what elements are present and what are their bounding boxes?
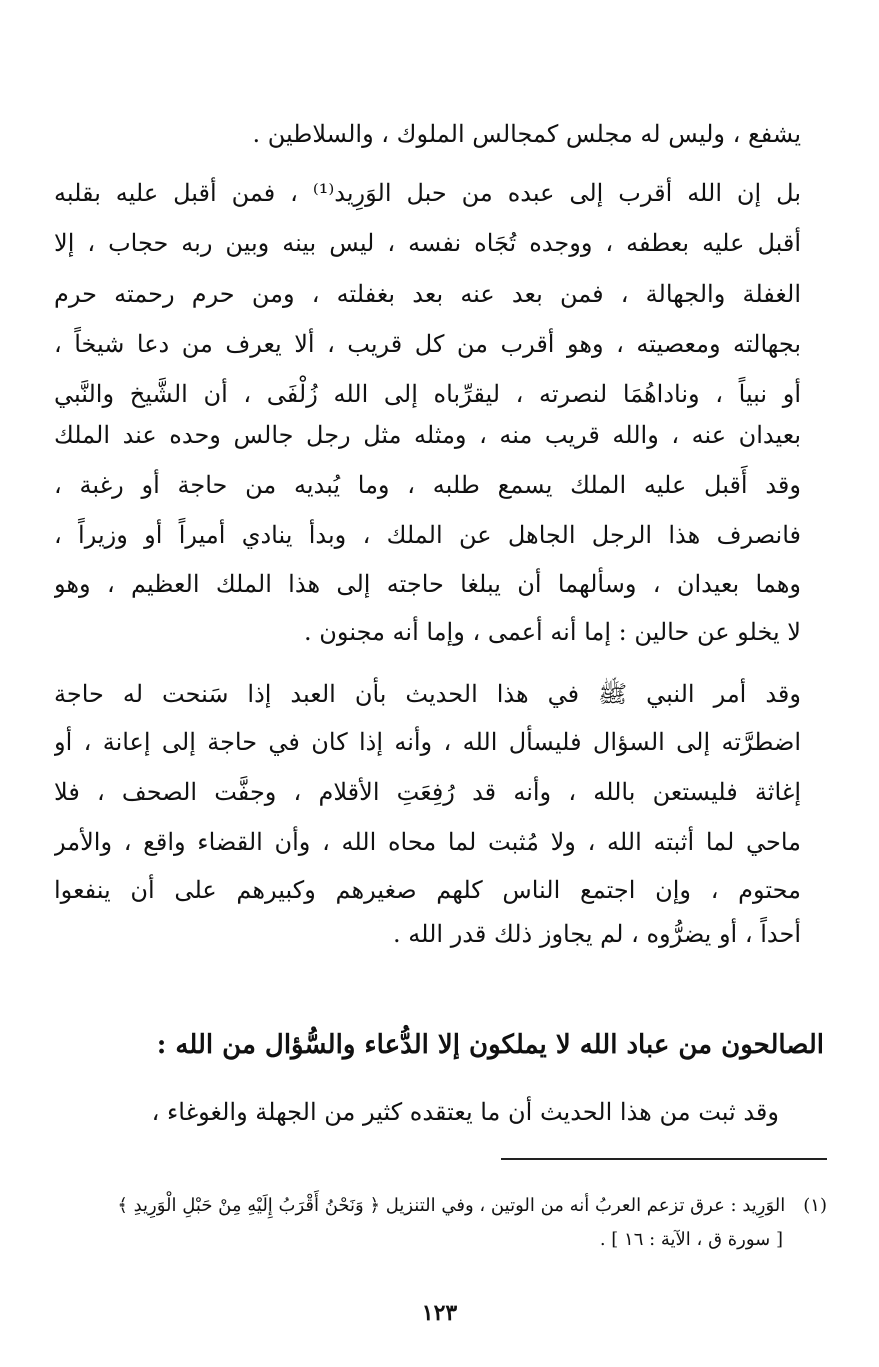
footnote (47, 1190, 827, 1222)
footnote-number: (١) (803, 1195, 827, 1216)
page-number: ١٢٣ (421, 1300, 458, 1326)
body-text-line: أو نبياً ، وناداهُمَا لنصرته ، ليقرِّباه إلى الله زُلْفَى ، أن الشَّيخ والنَّبي (54, 380, 801, 408)
section-heading: الصالحون من عباد الله لا يملكون إلا الدُّعاء والسُّؤال من الله : (156, 1030, 824, 1060)
body-text-line: محتوم ، وإن اجتمع الناس كلهم صغيرهم وكبيرهم على أن ينفعوا (54, 876, 801, 904)
footnote-divider (501, 1158, 827, 1160)
body-text-line: بجهالته ومعصيته ، وهو أقرب من كل قريب ، ألا يعرف من دعا شيخاً ، (54, 330, 801, 358)
body-text-line: يشفع ، وليس له مجلس كمجالس الملوك ، والسلاطين . (252, 120, 801, 148)
body-text-line: بعيدان عنه ، والله قريب منه ، ومثله مثل رجل جالس وحده عند الملك (54, 421, 801, 449)
footnote-continuation: [ سورة ق ، الآية : ١٦ ] . (599, 1229, 783, 1250)
body-text-line: بل إن الله أقرب إلى عبده من حبل الوَرِيد⁽¹⁾ ، فمن أقبل عليه بقلبه (54, 179, 801, 207)
body-text-line: وقد ثبت من هذا الحديث أن ما يعتقده كثير من الجهلة والغوغاء ، (151, 1098, 779, 1126)
body-text-line: الغفلة والجهالة ، فمن بعد عنه بعد بغفلته ، ومن حرم رحمته حرم (54, 280, 801, 308)
body-text-line: أحداً ، أو يضرُّوه ، لم يجاوز ذلك قدر الله . (393, 920, 801, 948)
body-text-line: فانصرف هذا الرجل الجاهل عن الملك ، وبدأ ينادي أميراً أو وزيراً ، (54, 521, 801, 549)
body-text-line: إغاثة فليستعن بالله ، وأنه قد رُفِعَتِ الأقلام ، وجفَّت الصحف ، فلا (54, 778, 801, 806)
body-text-line: ماحي لما أثبته الله ، ولا مُثبت لما محاه الله ، وأن القضاء واقع ، والأمر (54, 828, 801, 856)
body-text-line: وقد أَقبل عليه الملك يسمع طلبه ، وما يُبديه من حاجة أو رغبة ، (54, 471, 801, 499)
body-text-line: وقد أمر النبي ﷺ في هذا الحديث بأن العبد إذا سَنحت له حاجة (54, 680, 801, 708)
body-text-line: وهما بعيدان ، وسألهما أن يبلغا حاجته إلى هذا الملك العظيم ، وهو (54, 570, 801, 598)
body-text-line: لا يخلو عن حالين : إما أنه أعمى ، وإما أنه مجنون . (304, 618, 801, 646)
body-text-line: اضطرَّته إلى السؤال فليسأل الله ، وأنه إذا كان في حاجة إلى إعانة ، أو (54, 728, 801, 756)
footnote-text: الوَرِيد : عرق تزعم العربُ أنه من الوتين ، وفي التنزيل ﴿ وَنَحْنُ أَقْرَبُ إِلَيْهِ مِنْ حَبْلِ الْوَرِيدِ ﴾ (117, 1195, 786, 1216)
body-text-line: أقبل عليه بعطفه ، ووجده تُجَاه نفسه ، ليس بينه وبين ربه حجاب ، إلا (54, 229, 801, 257)
